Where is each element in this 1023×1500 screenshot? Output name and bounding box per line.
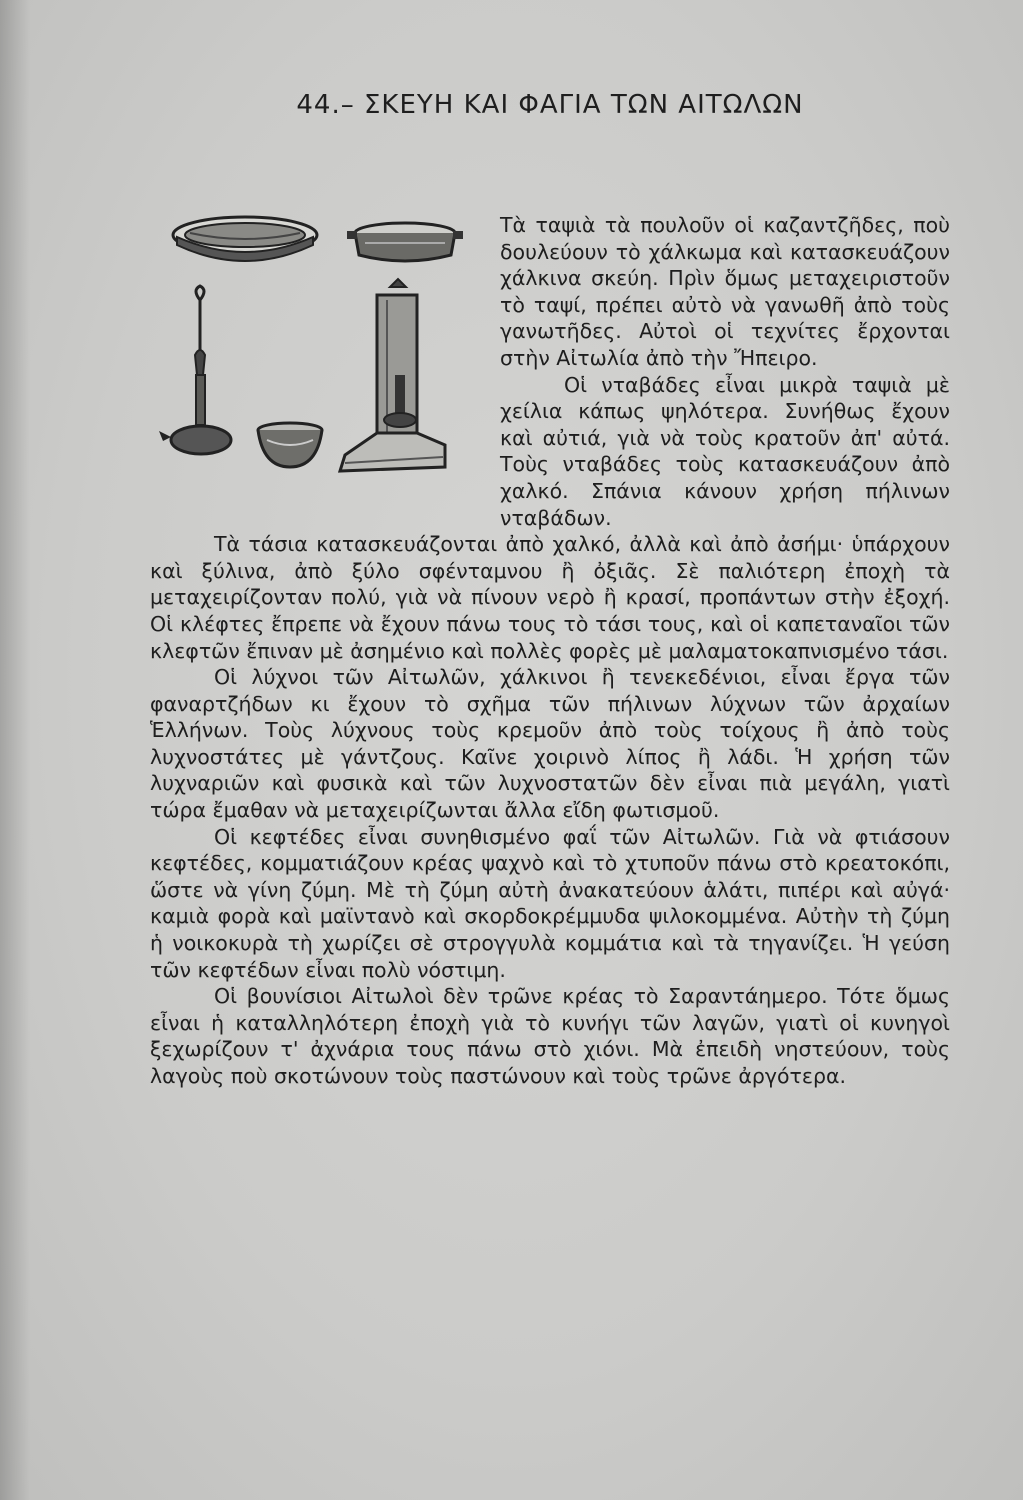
page-edge-shadow xyxy=(0,0,30,1500)
paragraph-davades: Οἱ νταβάδες εἶναι μικρὰ ταψιὰ μὲ χείλια κάπως ψηλότερα. Συνήθως ἔχουν καὶ αὐτιά, γιὰ νὰ τοὺς κρατοῦν ἀπ' αὐτά. Τοὺς νταβάδες τοὺς κατασκευάζουν ἀπὸ χαλκό. Σπάνια κάνουν χρήση πήλινων νταβάδων. xyxy=(500,372,950,530)
paragraph-trays: Τὰ ταψιὰ τὰ πουλοῦν οἱ καζαντζῆδες, ποὺ δουλεύουν τὸ χάλκωμα καὶ κατασκευάζουν χάλκινα σκεύη. Πρὶν ὅμως μεταχειριστοῦν τὸ ταψί, πρέπει αὐτὸ νὰ γανωθῆ ἀπὸ τοὺς γανωτῆδες. Αὐτοὶ οἱ τεχνίτες ἔρχονται στὴν Αἰτωλία ἀπὸ τὴν Ἤπειρο. xyxy=(500,213,950,370)
body-text xyxy=(150,212,950,1090)
paragraph-keftedes: Οἱ κεφτέδες εἶναι συνηθισμένο φαΐ τῶν Αἰτωλῶν. Γιὰ νὰ φτιάσουν κεφτέδες, κομματιάζουν κρέας ψαχνὸ καὶ τὸ χτυποῦν πάνω στὸ κρεατοκόπι, ὥστε νὰ γίνη ζύμη. Μὲ τὴ ζύμη αὐτὴ ἀνακατεύουν ἁλάτι, πιπέρι καὶ αὐγά· καμιὰ φορὰ καὶ μαϊντανὸ καὶ σκορδοκρέμμυδα ψιλοκομμένα. Αὐτὴν τὴ ζύμη ἡ νοικοκυρὰ τὴ χωρίζει σὲ στρογγυλὰ κομμάτια καὶ τὰ τηγανίζει. Ἡ γεύση τῶν κεφτέδων εἶναι πολὺ νόστιμη. xyxy=(150,824,950,982)
paragraph-tasia: Τὰ τάσια κατασκευάζονται ἀπὸ χαλκό, ἀλλὰ καὶ ἀπὸ ἀσήμι· ὑπάρχουν καὶ ξύλινα, ἀπὸ ξύλο σφένταμνου ἢ ὀξιᾶς. Σὲ παλιότερη ἐποχὴ τὰ μεταχειρίζονταν πολύ, γιὰ νὰ πίνουν νερὸ ἢ κρασί, προπάντων στὴν ἐξοχή. Οἱ κλέφτες ἔπρεπε νὰ ἔχουν πάνω τους τὸ τάσι τους, καὶ οἱ καπεταναῖοι τῶν κλεφτῶν ἔπιναν μὲ ἀσημένιο καὶ πολλὲς φορὲς μὲ μαλαματοκαπνισμένο τάσι. xyxy=(150,532,950,663)
paragraph-hares: Οἱ βουνίσιοι Αἰτωλοὶ δὲν τρῶνε κρέας τὸ Σαραντάημερο. Τότε ὅμως εἶναι ἡ καταλληλότερη ἐποχὴ γιὰ τὸ κυνήγι τῶν λαγῶν, γιατὶ οἱ κυνηγοὶ ξεχωρίζουν τ' ἀχνάρια τους πάνω στὸ χιόνι. Μὰ ἐπειδὴ νηστεύουν, τοὺς λαγοὺς ποὺ σκοτώνουν τοὺς παστώνουν καὶ τοὺς τρῶνε ἀργότερα. xyxy=(150,984,950,1088)
illustration-space xyxy=(150,212,500,524)
paragraph-lamps: Οἱ λύχνοι τῶν Αἰτωλῶν, χάλκινοι ἢ τενεκεδένιοι, εἶναι ἔργα τῶν φαναρτζήδων κι ἔχουν τὸ σχῆμα τῶν πήλινων λύχνων τῶν ἀρχαίων Ἑλλήνων. Τοὺς λύχνους τοὺς κρεμοῦν ἀπὸ τοὺς τοίχους ἢ ἀπὸ τοὺς λυχνοστάτες μὲ γάντζους. Καῖνε χοιρινὸ λίπος ἢ λάδι. Ἡ χρήση τῶν λυχναριῶν καὶ φυσικὰ καὶ τῶν λυχνοστατῶν δὲν εἶναι πιὰ μεγάλη, γιατὶ τώρα ἔμαθαν νὰ μεταχειρίζωνται ἄλλα εἴδη φωτισμοῦ. xyxy=(150,665,950,823)
page-header: 44.– ΣΚΕΥΗ ΚΑΙ ΦΑΓΙΑ ΤΩΝ ΑΙΤΩΛΩΝ xyxy=(296,90,804,120)
